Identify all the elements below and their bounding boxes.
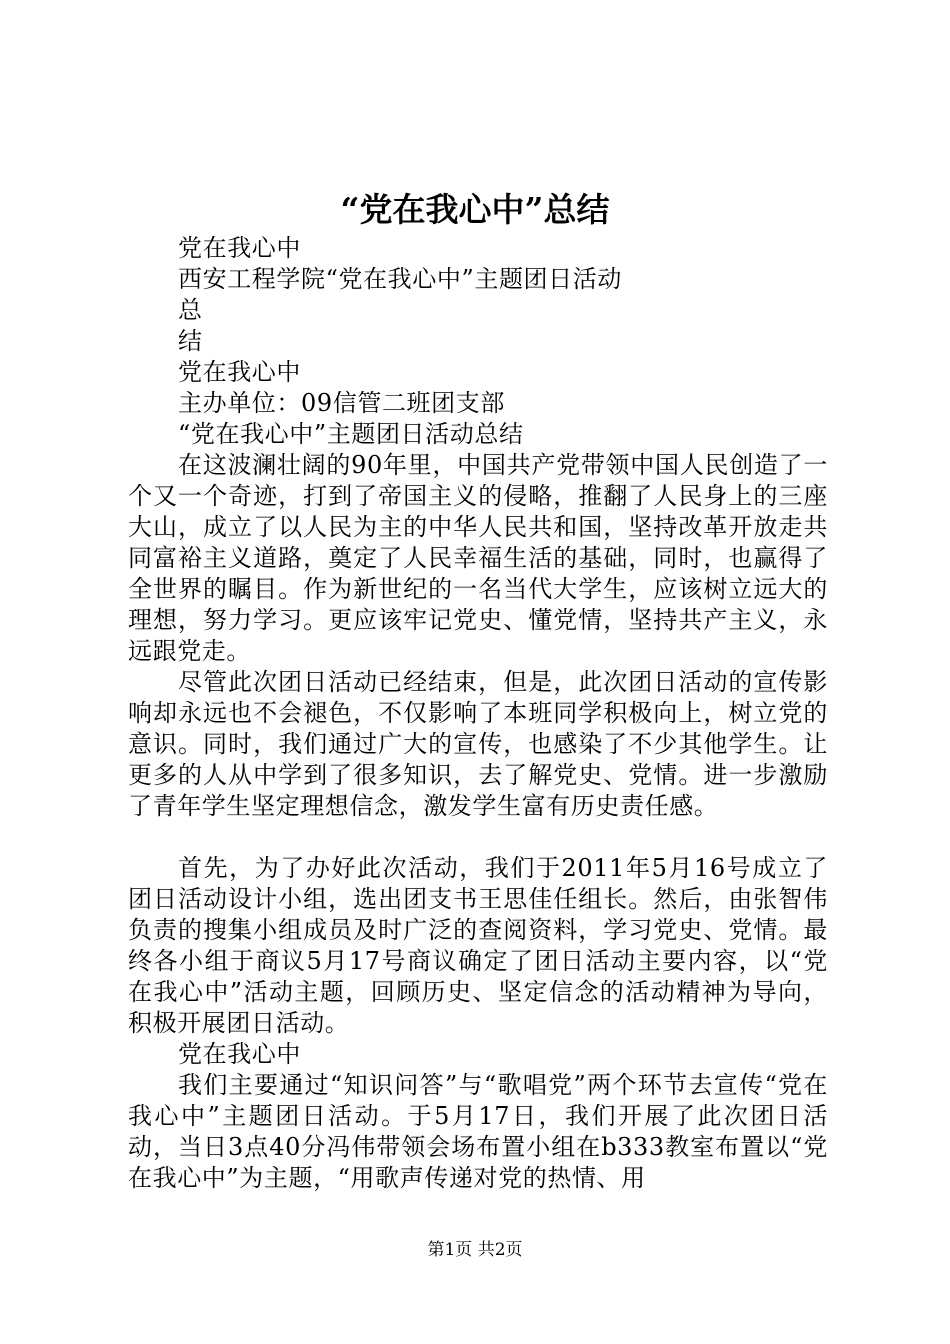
paragraph-intro: 在这波澜壮阔的90年里，中国共产党带领中国人民创造了一个又一个奇迹，打到了帝国主义的侵略，推翻了人民身上的三座大山，成立了以人民为主的中华人民共和国，坚持改革开放走共同富裕主义道路，奠定了人民幸福生活的基础，同时，也赢得了全世界的瞩目。作为新世纪的一名当代大学生，应该树立远大的理想，努力学习。更应该牢记党史、懂党情，坚持共产主义，永远跟党走。: [128, 451, 828, 665]
document-body: [128, 233, 828, 1194]
organizer-line: 主办单位：09信管二班团支部: [178, 389, 505, 417]
text-line: 党在我心中: [178, 358, 301, 386]
section-heading: “党在我心中”主题团日活动总结: [178, 420, 524, 448]
paragraph-impact: 尽管此次团日活动已经结束，但是，此次团日活动的宣传影响却永远也不会褪色，不仅影响了本班同学积极向上，树立党的意识。同时，我们通过广大的宣传，也感染了不少其他学生。让更多的人从中学到了很多知识，去了解党史、党情。进一步激励了青年学生坚定理想信念，激发学生富有历史责任感。: [128, 668, 828, 820]
paragraph-activity: 我们主要通过“知识问答”与“歌唱党”两个环节去宣传“党在我心中”主题团日活动。于5月17日，我们开展了此次团日活动，当日3点40分冯伟带领会场布置小组在b333教室布置以“党在我心中”为主题，“用歌声传递对党的热情、用: [128, 1071, 828, 1192]
document-title: “党在我心中”总结: [340, 190, 610, 229]
text-line: 结: [178, 327, 203, 355]
page-indicator: 第1页 共2页: [427, 1240, 523, 1260]
text-line: 党在我心中: [178, 234, 301, 262]
text-line: 西安工程学院“党在我心中”主题团日活动: [178, 265, 622, 293]
paragraph-preparation: 首先，为了办好此次活动，我们于2011年5月16号成立了团日活动设计小组，选出团支书王思佳任组长。然后，由张智伟负责的搜集小组成员及时广泛的查阅资料，学习党史、党情。最终各小组于商议5月17号商议确定了团日活动主要内容，以“党在我心中”活动主题，回顾历史、坚定信念的活动精神为导向，积极开展团日活动。: [128, 854, 828, 1037]
subheading: 党在我心中: [178, 1040, 301, 1068]
text-line: 总: [178, 296, 203, 324]
